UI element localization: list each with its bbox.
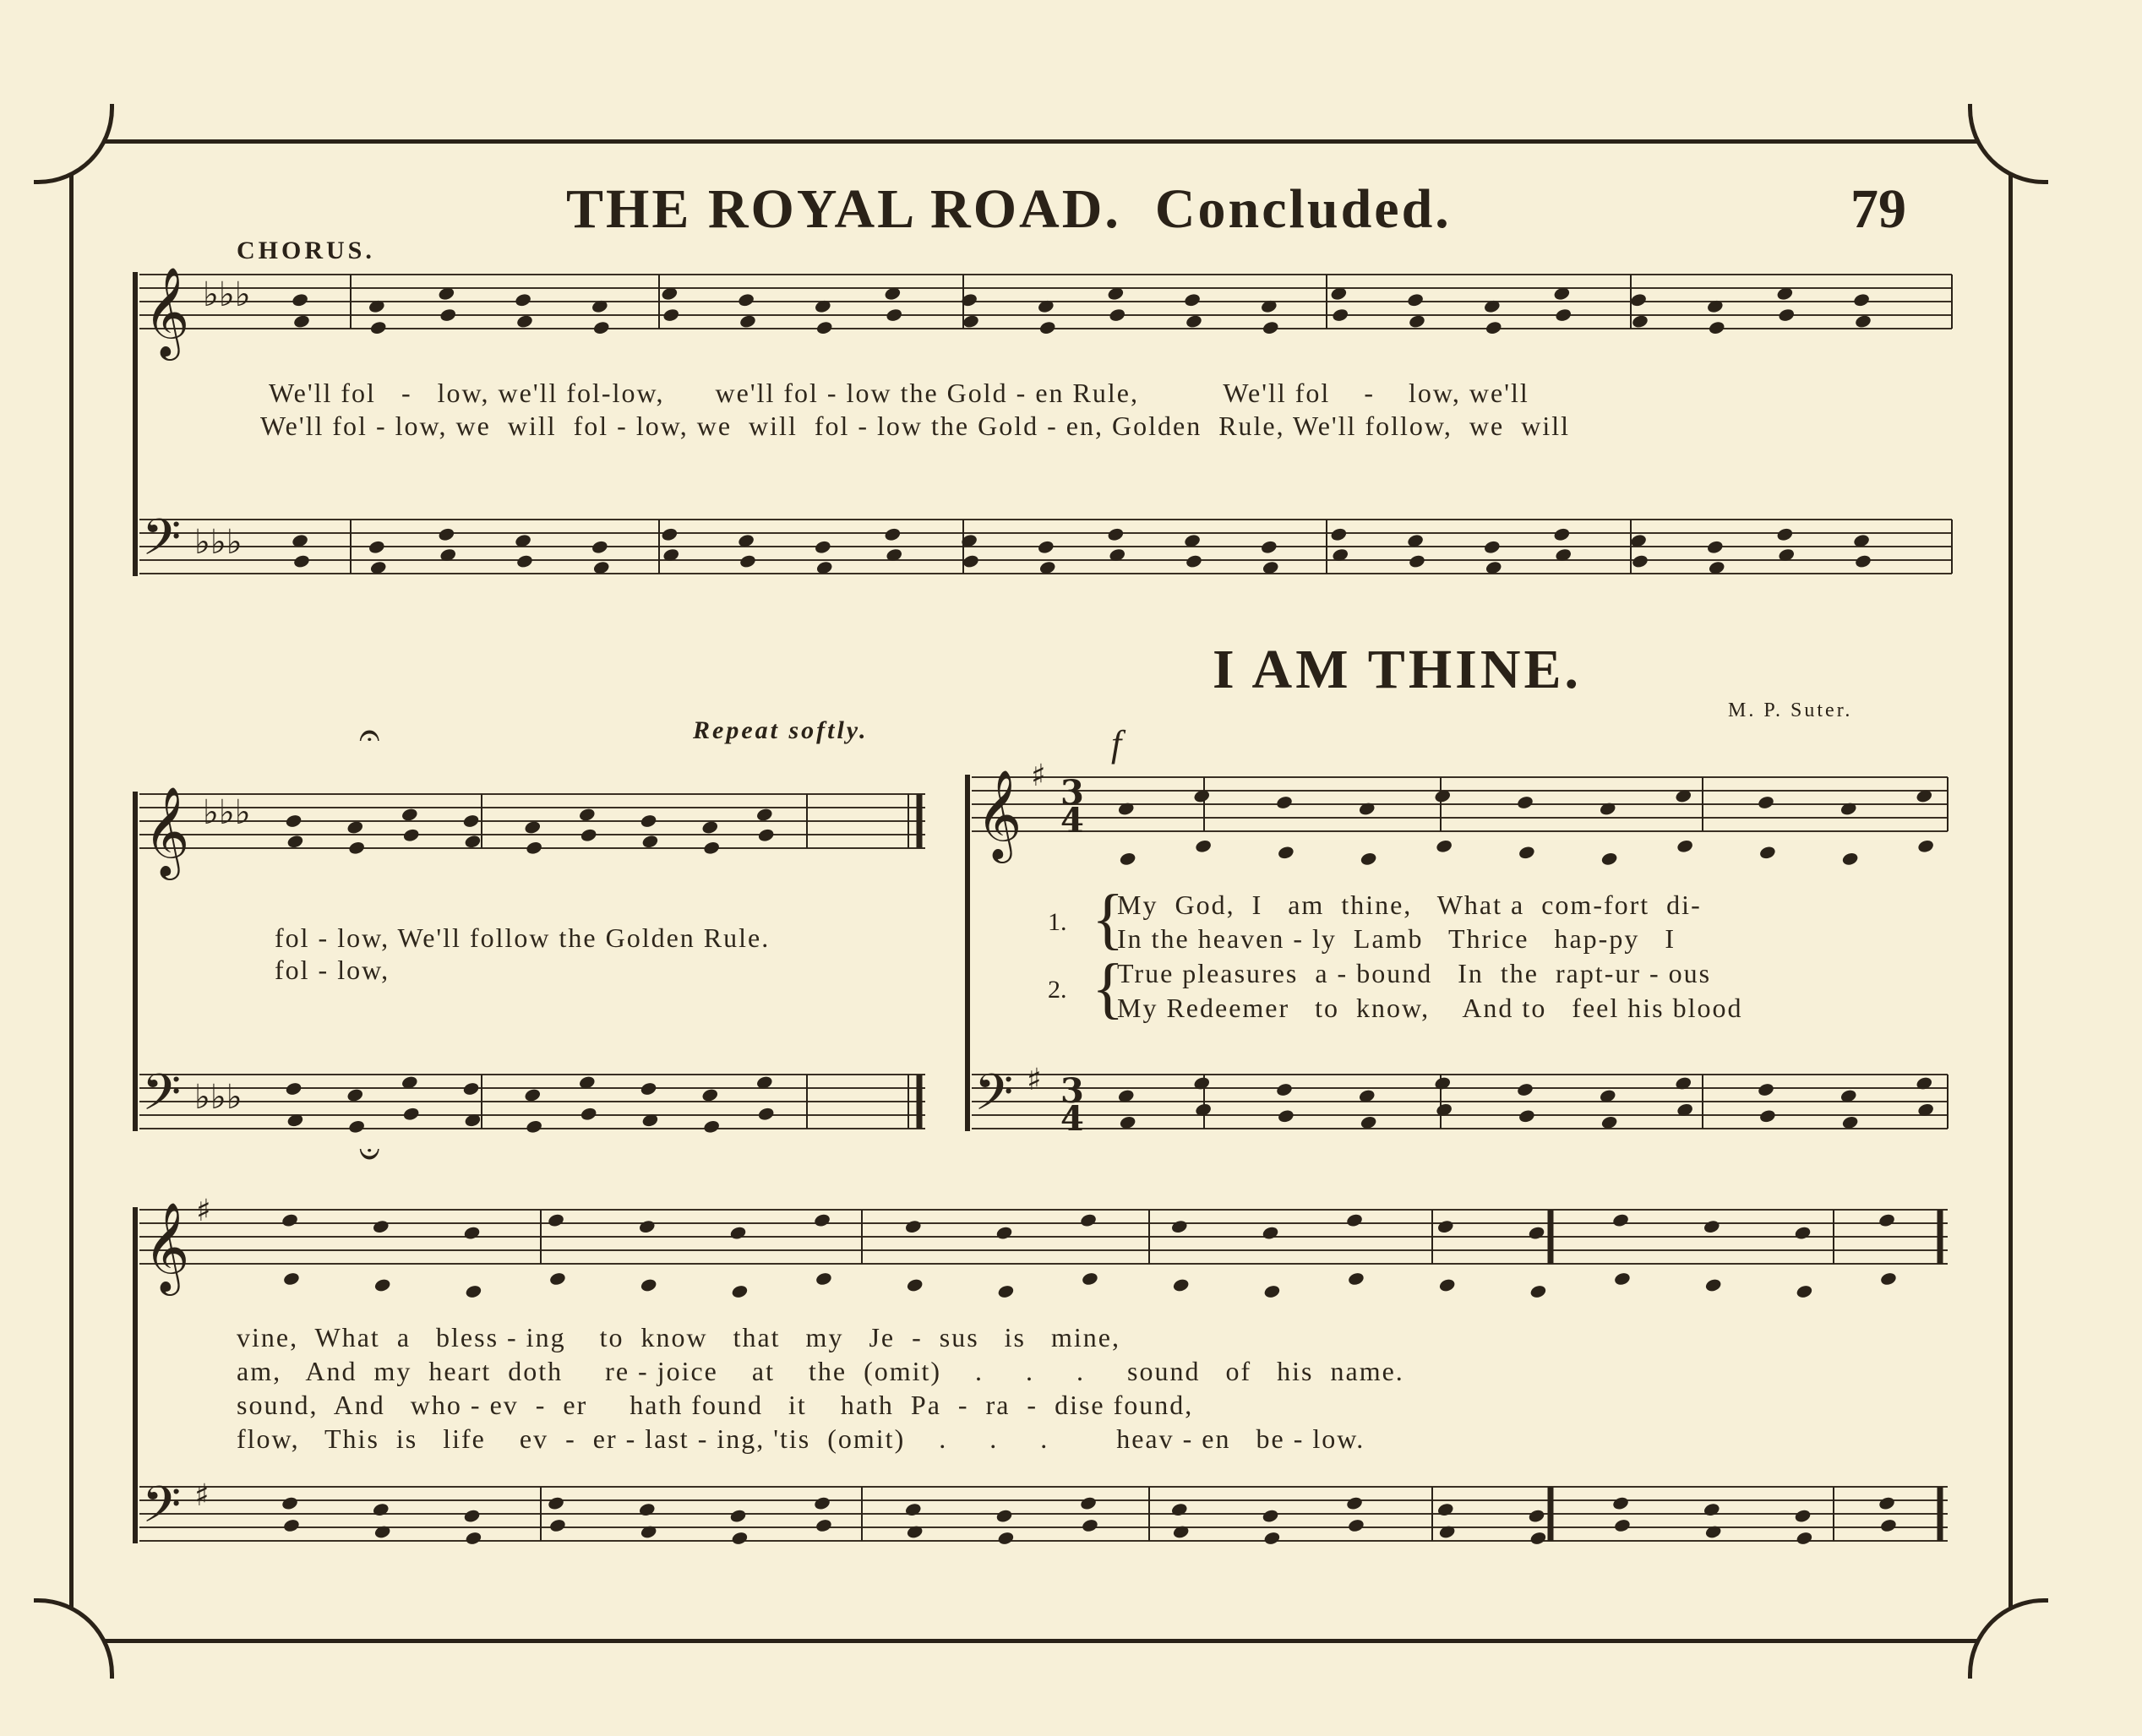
note-head — [757, 828, 775, 843]
note-head — [1757, 795, 1774, 810]
note-head — [1172, 1277, 1190, 1292]
lyric-line: True pleasures a - bound In the rapt-ur - ous — [1117, 958, 1712, 988]
lyric-line: sound, And who - ev - er hath found it hath Pa - ra - dise found, — [237, 1390, 1194, 1420]
note-head — [1611, 1495, 1629, 1510]
treble-clef-icon: 𝄞 — [976, 769, 1022, 859]
note-head — [1183, 292, 1201, 307]
note-head — [1794, 1225, 1812, 1240]
staff-i-am-thine-treble-2 — [139, 1210, 1948, 1264]
note-head — [281, 1212, 298, 1227]
note-head — [592, 320, 610, 335]
note-head — [285, 1081, 302, 1097]
verse-number: 1. — [1048, 908, 1067, 936]
note-head — [463, 1225, 481, 1240]
note-head — [281, 1495, 298, 1510]
note-head — [346, 1087, 364, 1102]
note-head — [1345, 1495, 1363, 1510]
note-head — [464, 834, 482, 849]
note-head — [1878, 1212, 1895, 1227]
note-head — [1263, 1284, 1281, 1299]
note-head — [1435, 839, 1453, 854]
note-head — [1262, 320, 1279, 335]
note-head — [465, 1531, 482, 1546]
note-head — [815, 320, 833, 335]
note-head — [1553, 527, 1571, 542]
note-head — [1794, 1508, 1812, 1523]
note-head — [962, 313, 979, 329]
note-head — [514, 292, 531, 307]
note-head — [661, 527, 679, 542]
note-head — [1332, 307, 1349, 323]
repeat-label: Repeat softly. — [693, 716, 869, 744]
note-head — [285, 814, 302, 829]
note-head — [1796, 1284, 1813, 1299]
note-head — [884, 527, 902, 542]
note-head — [1485, 320, 1502, 335]
note-head — [591, 540, 608, 555]
lyric-line: vine, What a bless - ing to know that my Je - sus is mine, — [237, 1322, 1120, 1352]
note-head — [547, 1495, 564, 1510]
note-head — [402, 1107, 420, 1122]
note-head — [702, 841, 720, 856]
note-head — [515, 553, 533, 569]
note-head — [291, 292, 308, 307]
clefs — [142, 266, 1084, 1546]
note-head — [995, 1508, 1013, 1523]
note-head — [1262, 1225, 1279, 1240]
note-head — [904, 1219, 922, 1234]
note-head — [525, 841, 542, 856]
note-head — [1852, 292, 1870, 307]
flat-icon: ♭♭♭ — [203, 275, 251, 314]
note-head — [739, 313, 756, 329]
note-head — [1516, 795, 1534, 810]
note-head — [524, 1087, 542, 1102]
note-head — [1107, 527, 1125, 542]
note-head — [641, 834, 659, 849]
note-head — [1528, 1225, 1545, 1240]
note-head — [462, 1081, 480, 1097]
note-head — [1185, 313, 1202, 329]
note-head — [402, 828, 420, 843]
bass-clef-icon: 𝄢 — [142, 508, 182, 579]
note-head — [465, 1284, 482, 1299]
note-head — [815, 1271, 832, 1287]
note-head — [640, 814, 657, 829]
note-head — [1878, 1495, 1895, 1510]
flat-icon: ♭♭♭ — [194, 523, 243, 562]
note-head — [640, 1081, 657, 1097]
staff-i-am-thine-bass-2 — [139, 1487, 1948, 1541]
note-head — [1704, 1277, 1722, 1292]
note-head — [701, 819, 719, 835]
note-head — [755, 807, 773, 822]
note-head — [463, 1508, 481, 1523]
note-head — [662, 307, 680, 323]
lyric-line: My Redeemer to know, And to feel his blood — [1117, 993, 1743, 1023]
note-head — [1185, 553, 1202, 569]
flat-icon: ♭♭♭ — [194, 1078, 243, 1117]
note-head — [524, 819, 542, 835]
note-head — [1776, 527, 1794, 542]
note-head — [1275, 795, 1293, 810]
note-head — [739, 553, 756, 569]
lyric-line: fol - low, We'll follow the Golden Rule. — [275, 922, 771, 953]
note-head — [1796, 1531, 1813, 1546]
note-head — [548, 1518, 566, 1533]
staff-i-am-thine-bass-1 — [972, 1075, 1948, 1129]
note-head — [640, 1277, 657, 1292]
note-head — [1347, 1271, 1365, 1287]
note-head — [282, 1518, 300, 1533]
note-head — [1778, 307, 1796, 323]
note-head — [1528, 1508, 1545, 1523]
note-head — [580, 828, 597, 843]
note-head — [1347, 1518, 1365, 1533]
page-number: 79 — [1850, 178, 1906, 240]
bass-clef-icon: 𝄢 — [142, 1063, 182, 1134]
note-head — [1277, 1108, 1294, 1124]
note-head — [1757, 1082, 1774, 1097]
note-head — [401, 807, 418, 822]
note-head — [515, 313, 533, 329]
note-head — [1262, 1508, 1279, 1523]
note-head — [1703, 1219, 1720, 1234]
note-head — [1854, 313, 1872, 329]
note-head — [638, 1502, 656, 1517]
note-head — [292, 553, 310, 569]
sharp-icon: ♯ — [194, 1478, 210, 1513]
chorus-label: CHORUS. — [237, 237, 375, 264]
note-head — [1436, 1502, 1454, 1517]
note-head — [813, 1212, 831, 1227]
treble-clef-icon: 𝄞 — [144, 1201, 190, 1292]
note-head — [369, 320, 387, 335]
lyric-line: My God, I am thine, What a com-fort di- — [1117, 890, 1702, 920]
bass-clef-icon: 𝄢 — [142, 1475, 182, 1546]
note-head — [1518, 845, 1535, 860]
note-head — [1703, 1502, 1720, 1517]
note-head — [1081, 1518, 1098, 1533]
note-head — [701, 1087, 719, 1102]
note-head — [1706, 540, 1724, 555]
note-head — [1879, 1271, 1897, 1287]
note-head — [1408, 553, 1425, 569]
note-head — [1079, 1495, 1097, 1510]
note-head — [439, 307, 457, 323]
note-head — [702, 1119, 720, 1135]
sharp-icon: ♯ — [1027, 1063, 1042, 1097]
staff-i-am-thine-treble-1 — [972, 777, 1948, 831]
note-head — [1841, 852, 1859, 867]
note-head — [548, 1271, 566, 1287]
note-head — [1345, 1212, 1363, 1227]
note-head — [1600, 852, 1618, 867]
note-head — [292, 313, 310, 329]
note-head — [731, 1284, 749, 1299]
note-head — [729, 1508, 747, 1523]
note-head — [578, 807, 596, 822]
note-head — [1916, 839, 1934, 854]
note-head — [1708, 320, 1725, 335]
note-head — [547, 1212, 564, 1227]
note-head — [1758, 845, 1776, 860]
lyric-line: In the heaven - ly Lamb Thrice hap-py I — [1117, 923, 1676, 954]
title-suffix: Concluded. — [1154, 178, 1452, 240]
note-head — [1037, 540, 1055, 555]
note-head — [368, 540, 385, 555]
bass-clef-icon: 𝄢 — [974, 1063, 1014, 1134]
note-head — [282, 1271, 300, 1287]
note-head — [1854, 553, 1872, 569]
note-head — [1529, 1284, 1547, 1299]
note-head — [1330, 527, 1348, 542]
note-head — [1516, 1082, 1534, 1097]
note-head — [962, 553, 979, 569]
lyric-line: fol - low, — [275, 955, 390, 985]
note-head — [815, 1518, 832, 1533]
note-head — [1170, 1219, 1188, 1234]
note-head — [1483, 540, 1501, 555]
lyric-line: We'll fol - low, we will fol - low, we will fol - low the Gold - en, Golden Rule, We'll follow, we will — [260, 411, 1570, 441]
note-head — [904, 1502, 922, 1517]
note-head — [462, 814, 480, 829]
note-head — [1555, 307, 1572, 323]
note-head — [1079, 1212, 1097, 1227]
note-head — [1879, 1518, 1897, 1533]
note-head — [1613, 1271, 1631, 1287]
note-head — [1518, 1108, 1535, 1124]
note-head — [737, 292, 755, 307]
note-head — [729, 1225, 747, 1240]
note-head — [1275, 1082, 1293, 1097]
note-head — [1529, 1531, 1547, 1546]
verse-brace: { — [1092, 882, 1125, 956]
note-head — [1631, 313, 1649, 329]
verse-brace: { — [1092, 951, 1125, 1026]
sharp-icon: ♯ — [1031, 759, 1046, 793]
note-head — [1263, 1531, 1281, 1546]
note-head — [346, 819, 364, 835]
note-head — [1436, 1219, 1454, 1234]
note-head — [1109, 307, 1126, 323]
note-head — [757, 1107, 775, 1122]
note-head — [906, 1277, 924, 1292]
note-head — [1119, 852, 1136, 867]
note-head — [1360, 852, 1377, 867]
note-head — [438, 527, 455, 542]
note-head — [372, 1502, 390, 1517]
note-head — [1260, 540, 1278, 555]
composer-credit: M. P. Suter. — [1728, 699, 1853, 721]
note-head — [731, 1531, 749, 1546]
note-head — [638, 1219, 656, 1234]
note-head — [1170, 1502, 1188, 1517]
flat-icon: ♭♭♭ — [203, 793, 251, 832]
note-head — [347, 841, 365, 856]
note-head — [997, 1284, 1015, 1299]
note-head — [886, 307, 903, 323]
note-head — [525, 1119, 542, 1135]
time-signature-icon: 3 — [1060, 1071, 1084, 1111]
time-signature-icon: 4 — [1060, 801, 1084, 841]
note-head — [1613, 1518, 1631, 1533]
note-head — [997, 1531, 1015, 1546]
note-head — [1081, 1271, 1098, 1287]
lyric-line: am, And my heart doth re - joice at the (omit) . . . sound of his name. — [237, 1356, 1404, 1386]
note-head — [1758, 1108, 1776, 1124]
note-head — [1438, 1277, 1456, 1292]
treble-clef-icon: 𝄞 — [144, 786, 190, 876]
note-head — [995, 1225, 1013, 1240]
note-head — [813, 1495, 831, 1510]
note-head — [372, 1219, 390, 1234]
note-head — [1408, 313, 1425, 329]
note-head — [1629, 292, 1647, 307]
note-head — [1277, 845, 1294, 860]
note-head — [286, 834, 304, 849]
note-head — [1406, 292, 1424, 307]
note-head — [1676, 839, 1693, 854]
fermata-icon: 𝄑 — [359, 1132, 380, 1175]
note-head — [1038, 320, 1056, 335]
time-signature-icon: 4 — [1060, 1099, 1084, 1139]
note-head — [1611, 1212, 1629, 1227]
note-head — [1194, 839, 1212, 854]
note-head — [580, 1107, 597, 1122]
fermata-icon: 𝄐 — [359, 714, 380, 757]
lyric-line: We'll fol - low, we'll fol-low, we'll fol - low the Gold - en Rule, We'll fol - low, we'll — [269, 378, 1529, 408]
song-title: I AM THINE. — [1213, 639, 1583, 700]
note-head — [1631, 553, 1649, 569]
dynamic-marking: f — [1111, 723, 1122, 765]
title-main: THE ROYAL ROAD. — [566, 178, 1121, 240]
treble-clef-icon: 𝄞 — [144, 266, 190, 356]
note-head — [814, 540, 831, 555]
sharp-icon: ♯ — [196, 1194, 211, 1228]
lyric-line: flow, This is life ev - er - last - ing, 'tis (omit) . . . heav - en be - low. — [237, 1423, 1365, 1454]
verse-number: 2. — [1048, 976, 1067, 1004]
time-signature-icon: 3 — [1060, 773, 1084, 813]
note-head — [373, 1277, 391, 1292]
